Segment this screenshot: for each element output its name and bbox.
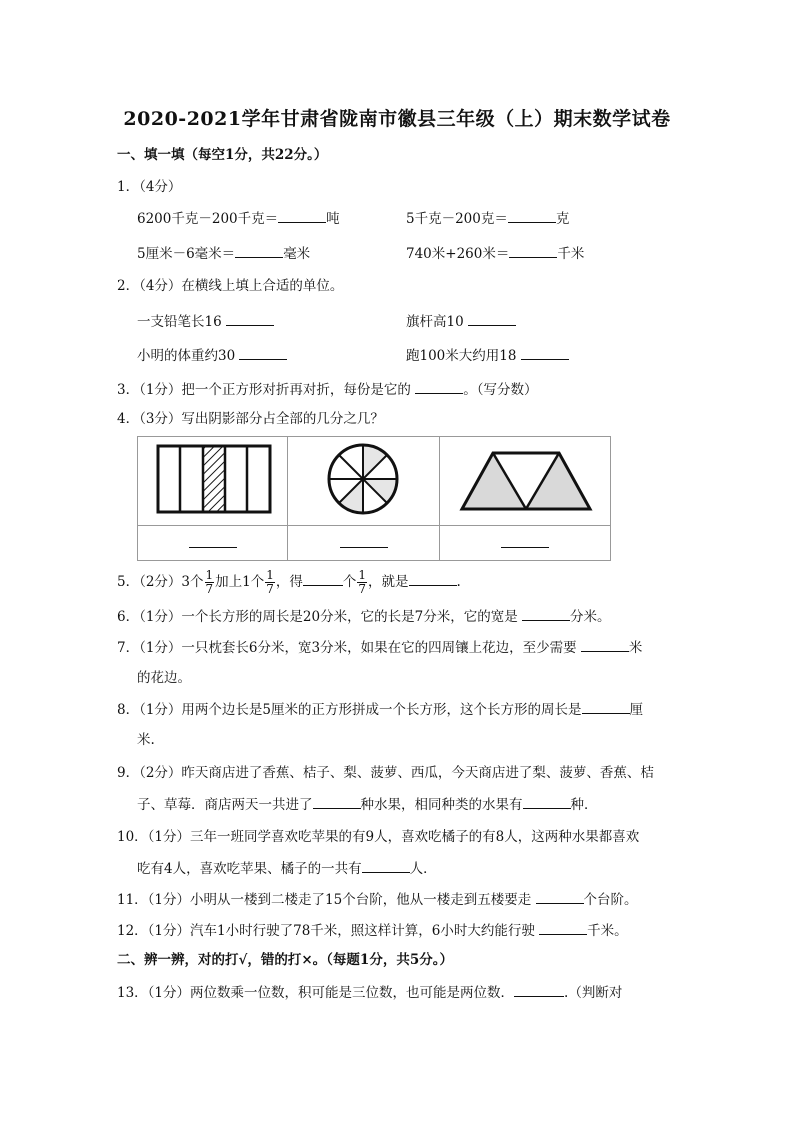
question-10: 10．（1分）三年一班同学喜欢吃苹果的有9人，喜欢吃橘子的有8人，这两种水果都喜欢 <box>117 829 640 845</box>
answer-cell[interactable] <box>138 526 288 561</box>
question-7 <box>117 638 642 657</box>
answer-blank[interactable] <box>226 312 274 326</box>
answer-cell[interactable] <box>440 526 611 561</box>
answer-blank[interactable] <box>239 346 287 360</box>
figure-cell-trapezoid <box>440 437 611 526</box>
answer-blank[interactable] <box>313 795 361 809</box>
figure-cell-rectangle <box>138 437 288 526</box>
answer-blank[interactable] <box>362 859 410 873</box>
answer-blank[interactable] <box>409 572 457 586</box>
answer-blank[interactable] <box>303 572 343 586</box>
question-1b <box>406 209 569 228</box>
question-3-text: 3．（1分）把一个正方形对折再对折，每份是它的 <box>117 382 411 398</box>
question-5-text: ，得 <box>275 574 303 590</box>
answer-blank[interactable] <box>523 795 571 809</box>
answer-blank[interactable] <box>501 547 549 548</box>
section-2-heading: 二、辨一辨，对的打√，错的打×。（每题1分，共5分。） <box>117 952 453 968</box>
question-12-tail: 千米。 <box>587 923 628 939</box>
question-1c <box>137 244 310 263</box>
shaded-triangle <box>526 453 590 509</box>
question-7-text: 7．（1分）一只枕套长6分米，宽3分米，如果在它的四周镶上花边，至少需要 <box>117 640 577 656</box>
question-5-text: 5．（2分）3个 <box>117 574 204 590</box>
unit-label: 克 <box>555 211 570 227</box>
question-2a-text: 一支铅笔长16 <box>137 314 222 330</box>
question-10-text: 吃有4人，喜欢吃苹果、橘子的一共有 <box>137 861 362 877</box>
question-8 <box>117 700 643 719</box>
question-1c-text: 5厘米－6毫米＝ <box>137 246 236 262</box>
question-1d <box>406 244 584 263</box>
question-5-text: ，就是 <box>368 574 409 590</box>
question-6-text: 6．（1分）一个长方形的周长是20分米，它的长是7分米，它的宽是 <box>117 609 518 625</box>
question-5-text: 个 <box>342 574 357 590</box>
question-2d <box>406 346 569 365</box>
question-3-tail: 。（写分数） <box>463 382 538 398</box>
question-9: 9．（2分）昨天商店进了香蕉、桔子、梨、菠萝、西瓜，今天商店进了梨、菠萝、香蕉、桔 <box>117 765 654 781</box>
question-1d-text: 740米+260米＝ <box>406 246 510 262</box>
question-11 <box>117 890 638 909</box>
question-7-line2: 的花边。 <box>137 670 191 686</box>
striped-rectangle-figure <box>138 437 287 521</box>
question-3 <box>117 380 537 399</box>
fraction: $\frac{1}{7}$ <box>205 568 214 596</box>
question-6-tail: 分米。 <box>570 609 611 625</box>
answer-blank[interactable] <box>509 244 557 258</box>
question-11-tail: 个台阶。 <box>583 892 638 908</box>
question-1a <box>137 209 340 228</box>
shaded-trapezoid-figure <box>440 437 610 521</box>
answer-blank[interactable] <box>235 244 283 258</box>
question-13-tail: .（判断对 <box>564 985 623 1001</box>
answer-blank[interactable] <box>536 890 584 904</box>
section-1-heading: 一、填一填（每空1分，共22分。） <box>117 147 328 163</box>
question-5 <box>117 568 461 596</box>
question-13-text: 13．（1分）两位数乘一位数，积可能是三位数，也可能是两位数． <box>117 985 515 1001</box>
question-2c-text: 小明的体重约30 <box>137 348 236 364</box>
question-5-text: 加上1个 <box>215 574 265 590</box>
answer-blank[interactable] <box>539 921 587 935</box>
question-10-line2 <box>137 859 437 878</box>
question-11-text: 11．（1分）小明从一楼到二楼走了15个台阶，他从一楼走到五楼要走 <box>117 892 532 908</box>
answer-blank[interactable] <box>522 607 570 621</box>
unit-label: 吨 <box>326 211 340 227</box>
answer-blank[interactable] <box>582 700 630 714</box>
question-2d-text: 跑100米大约用18 <box>406 348 517 364</box>
question-9-text: 种水果，相同种类的水果有 <box>360 797 523 813</box>
answer-cell[interactable] <box>288 526 440 561</box>
question-1-head: 1．（4分） <box>117 179 182 195</box>
answer-blank[interactable] <box>278 209 326 223</box>
page-title: 2020-2021学年甘肃省陇南市徽县三年级（上）期末数学试卷 <box>123 108 671 130</box>
shaded-circle-figure <box>288 437 439 521</box>
question-2b-text: 旗杆高10 <box>406 314 464 330</box>
answer-blank[interactable] <box>581 638 629 652</box>
answer-blank[interactable] <box>521 346 569 360</box>
question-6 <box>117 607 611 626</box>
question-9-text: 子、草莓．商店两天一共进了 <box>137 797 313 813</box>
answer-blank[interactable] <box>189 547 237 548</box>
unit-label: 千米 <box>557 246 585 262</box>
question-2b <box>406 312 516 331</box>
fraction: $\frac{1}{7}$ <box>358 568 367 596</box>
shaded-triangle <box>462 453 526 509</box>
question-8-line2: 米. <box>137 732 155 748</box>
unit-label: 毫米 <box>283 246 311 262</box>
question-9-line2 <box>137 795 598 814</box>
figure-table <box>137 436 611 561</box>
question-12 <box>117 921 628 940</box>
shaded-strip <box>203 446 225 512</box>
question-1b-text: 5千克－200克＝ <box>406 211 508 227</box>
question-2a <box>137 312 274 331</box>
answer-blank[interactable] <box>514 983 564 997</box>
answer-blank[interactable] <box>508 209 556 223</box>
answer-blank[interactable] <box>340 547 388 548</box>
answer-blank[interactable] <box>468 312 516 326</box>
answer-blank[interactable] <box>415 380 463 394</box>
question-13 <box>117 983 622 1002</box>
question-5-text: . <box>456 574 461 590</box>
question-8-text: 8．（1分）用两个边长是5厘米的正方形拼成一个长方形，这个长方形的周长是 <box>117 702 582 718</box>
question-2-head: 2．（4分）在横线上填上合适的单位。 <box>117 278 344 294</box>
question-1a-text: 6200千克－200千克＝ <box>137 211 279 227</box>
question-7-tail: 米 <box>628 640 643 656</box>
question-4: 4．（3分）写出阴影部分占全部的几分之几？ <box>117 411 384 427</box>
question-12-text: 12．（1分）汽车1小时行驶了78千米，照这样计算，6小时大约能行驶 <box>117 923 535 939</box>
question-9-text: 种． <box>570 797 598 813</box>
question-10-text: 人． <box>409 861 437 877</box>
question-2c <box>137 346 287 365</box>
question-8-tail: 厘 <box>629 702 644 718</box>
fraction: $\frac{1}{7}$ <box>266 568 274 596</box>
figure-cell-circle <box>288 437 440 526</box>
